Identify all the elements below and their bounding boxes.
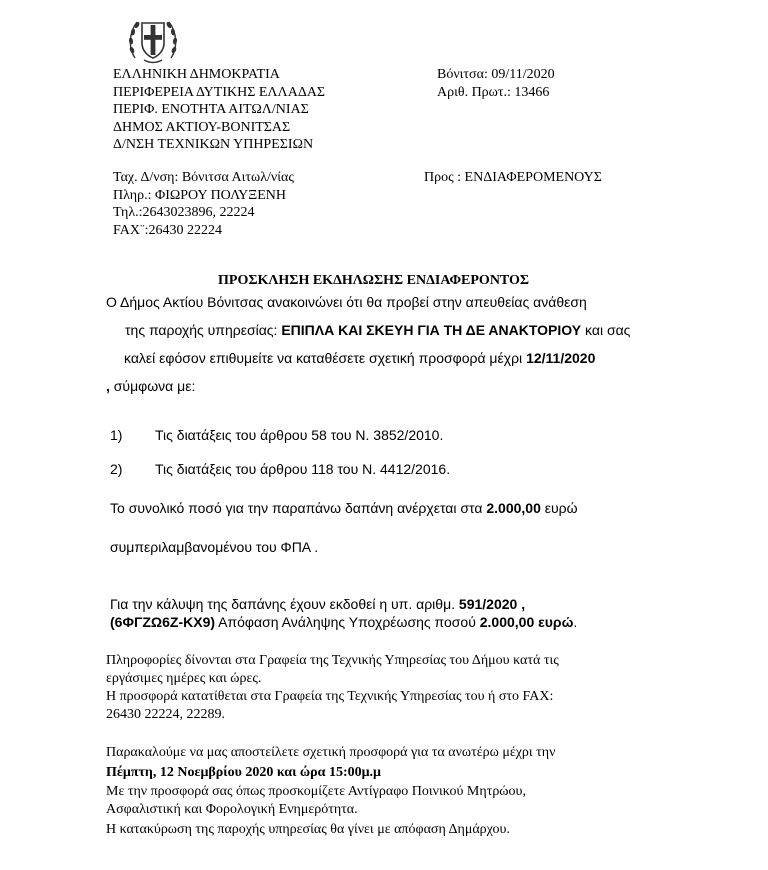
amount-text: Το συνολικό ποσό για την παραπάνω δαπάνη ανέρχεται στα [110,500,487,516]
intro-text: και σας [581,322,631,338]
info-line: εργάσιμες ημέρες και ώρες. [106,671,262,686]
contact-line: FAX¨:26430 22224 [113,222,223,238]
closing-line: Η κατακύρωση της παροχής υπηρεσίας θα γίνει με απόφαση Δημάρχου. [106,822,510,837]
list-item-text: Τις διατάξεις του άρθρου 58 του Ν. 3852/2010. [155,427,444,443]
closing-line: Παρακαλούμε να μας αποστείλετε σχετική προσφορά για τα ανωτέρω μέχρι την [106,745,556,760]
amount-line [110,500,578,517]
closing-line: Με την προσφορά σας όπως προσκομίζετε Αντίγραφο Ποινικού Μητρώου, [106,784,526,799]
list-item [110,461,122,478]
ada-code: (6ΦΓΖΩ6Ζ-ΚΧ9) [110,614,216,630]
commitment-text: . [573,614,578,630]
intro-text: της παροχής υπηρεσίας: [125,322,282,338]
commitment-amount: 2.000,00 ευρώ [479,614,574,630]
intro-text: σύμφωνα με: [113,378,196,394]
intro-text: καλεί εφόσον επιθυμείτε να καταθέσετε σχετική προσφορά μέχρι [124,350,527,366]
list-number: 2) [110,461,123,477]
protocol-number: Αριθ. Πρωτ.: 13466 [437,84,550,100]
greek-coat-of-arms-icon [127,14,179,66]
closing-line: Ασφαλιστική και Φορολογική Ενημερότητα. [106,802,358,817]
date-protocol-block [437,66,555,101]
info-line: Πληροφορίες δίνονται στα Γραφεία της Τεχνικής Υπηρεσίας του Δήμου κατά τις [106,653,559,668]
list-item-text: Τις διατάξεις του άρθρου 118 του Ν. 4412/2016. [155,461,451,477]
service-name: ΕΠΙΠΛΑ ΚΑΙ ΣΚΕΥΗ ΓΙΑ ΤΗ ΔΕ ΑΝΑΚΤΟΡΙΟΥ [281,322,582,338]
org-line: ΔΗΜΟΣ ΑΚΤΙΟΥ-ΒΟΝΙΤΣΑΣ [113,119,291,135]
amount-text: ευρώ [540,500,578,516]
document-date: Βόνιτσα: 09/11/2020 [437,67,555,82]
contact-line: Πληρ.: ΦΙΩΡΟΥ ΠΟΛΥΞΕΝΗ [113,187,287,203]
contact-line: Ταχ. Δ/νση: Βόνιτσα Αιτωλ/νίας [113,170,294,185]
final-deadline: Πέμπτη, 12 Νοεμβρίου 2020 και ώρα 15:00μ.μ [106,765,381,780]
org-line: ΠΕΡΙΦ. ΕΝΟΤΗΤΑ ΑΙΤΩΛ/ΝΙΑΣ [113,102,309,117]
recipient: Προς : ΕΝΔΙΑΦΕΡΟΜΕΝΟΥΣ [424,170,602,185]
commitment-number: 591/2020 , [458,596,526,612]
org-line: ΕΛΛΗΝΙΚΗ ΔΗΜΟΚΡΑΤΙΑ [113,67,280,82]
submission-deadline: 12/11/2020 [526,350,596,366]
amount-line: συμπεριλαμβανομένου του ΦΠΑ . [110,539,319,555]
contact-line: Τηλ.:2643023896, 22224 [113,205,255,220]
org-line: ΠΕΡΙΦΕΡΕΙΑ ΔΥΤΙΚΗΣ ΕΛΛΑΔΑΣ [113,84,326,100]
info-line: 26430 22224, 22289. [106,707,225,722]
document-title: ΠΡΟΣΚΛΗΣΗ ΕΚΔΗΛΩΣΗΣ ΕΝΔΙΑΦΕΡΟΝΤΟΣ [218,273,530,288]
commitment-line [110,614,577,631]
amount-value: 2.000,00 [486,500,541,516]
contact-block [113,169,294,239]
intro-line: Ο Δήμος Ακτίου Βόνιτσας ανακοινώνει ότι θα προβεί στην απευθείας ανάθεση [106,294,587,310]
commitment-line [110,596,525,613]
list-number: 1) [110,427,123,443]
intro-line [106,378,195,395]
list-item [110,427,122,444]
info-line: Η προσφορά κατατίθεται στα Γραφεία της Τεχνικής Υπηρεσίας του ή στο FAX: [106,689,554,704]
organization-block [113,66,325,154]
intro-line [124,350,595,367]
intro-line [125,322,630,339]
commitment-text: Απόφαση Ανάληψης Υποχρέωσης ποσού [215,614,480,630]
commitment-text: Για την κάλυψη της δαπάνης έχουν εκδοθεί η υπ. αριθμ. [110,596,459,612]
org-line: Δ/ΝΣΗ ΤΕΧΝΙΚΩΝ ΥΠΗΡΕΣΙΩΝ [113,137,314,152]
intro-comma: , [106,378,114,394]
